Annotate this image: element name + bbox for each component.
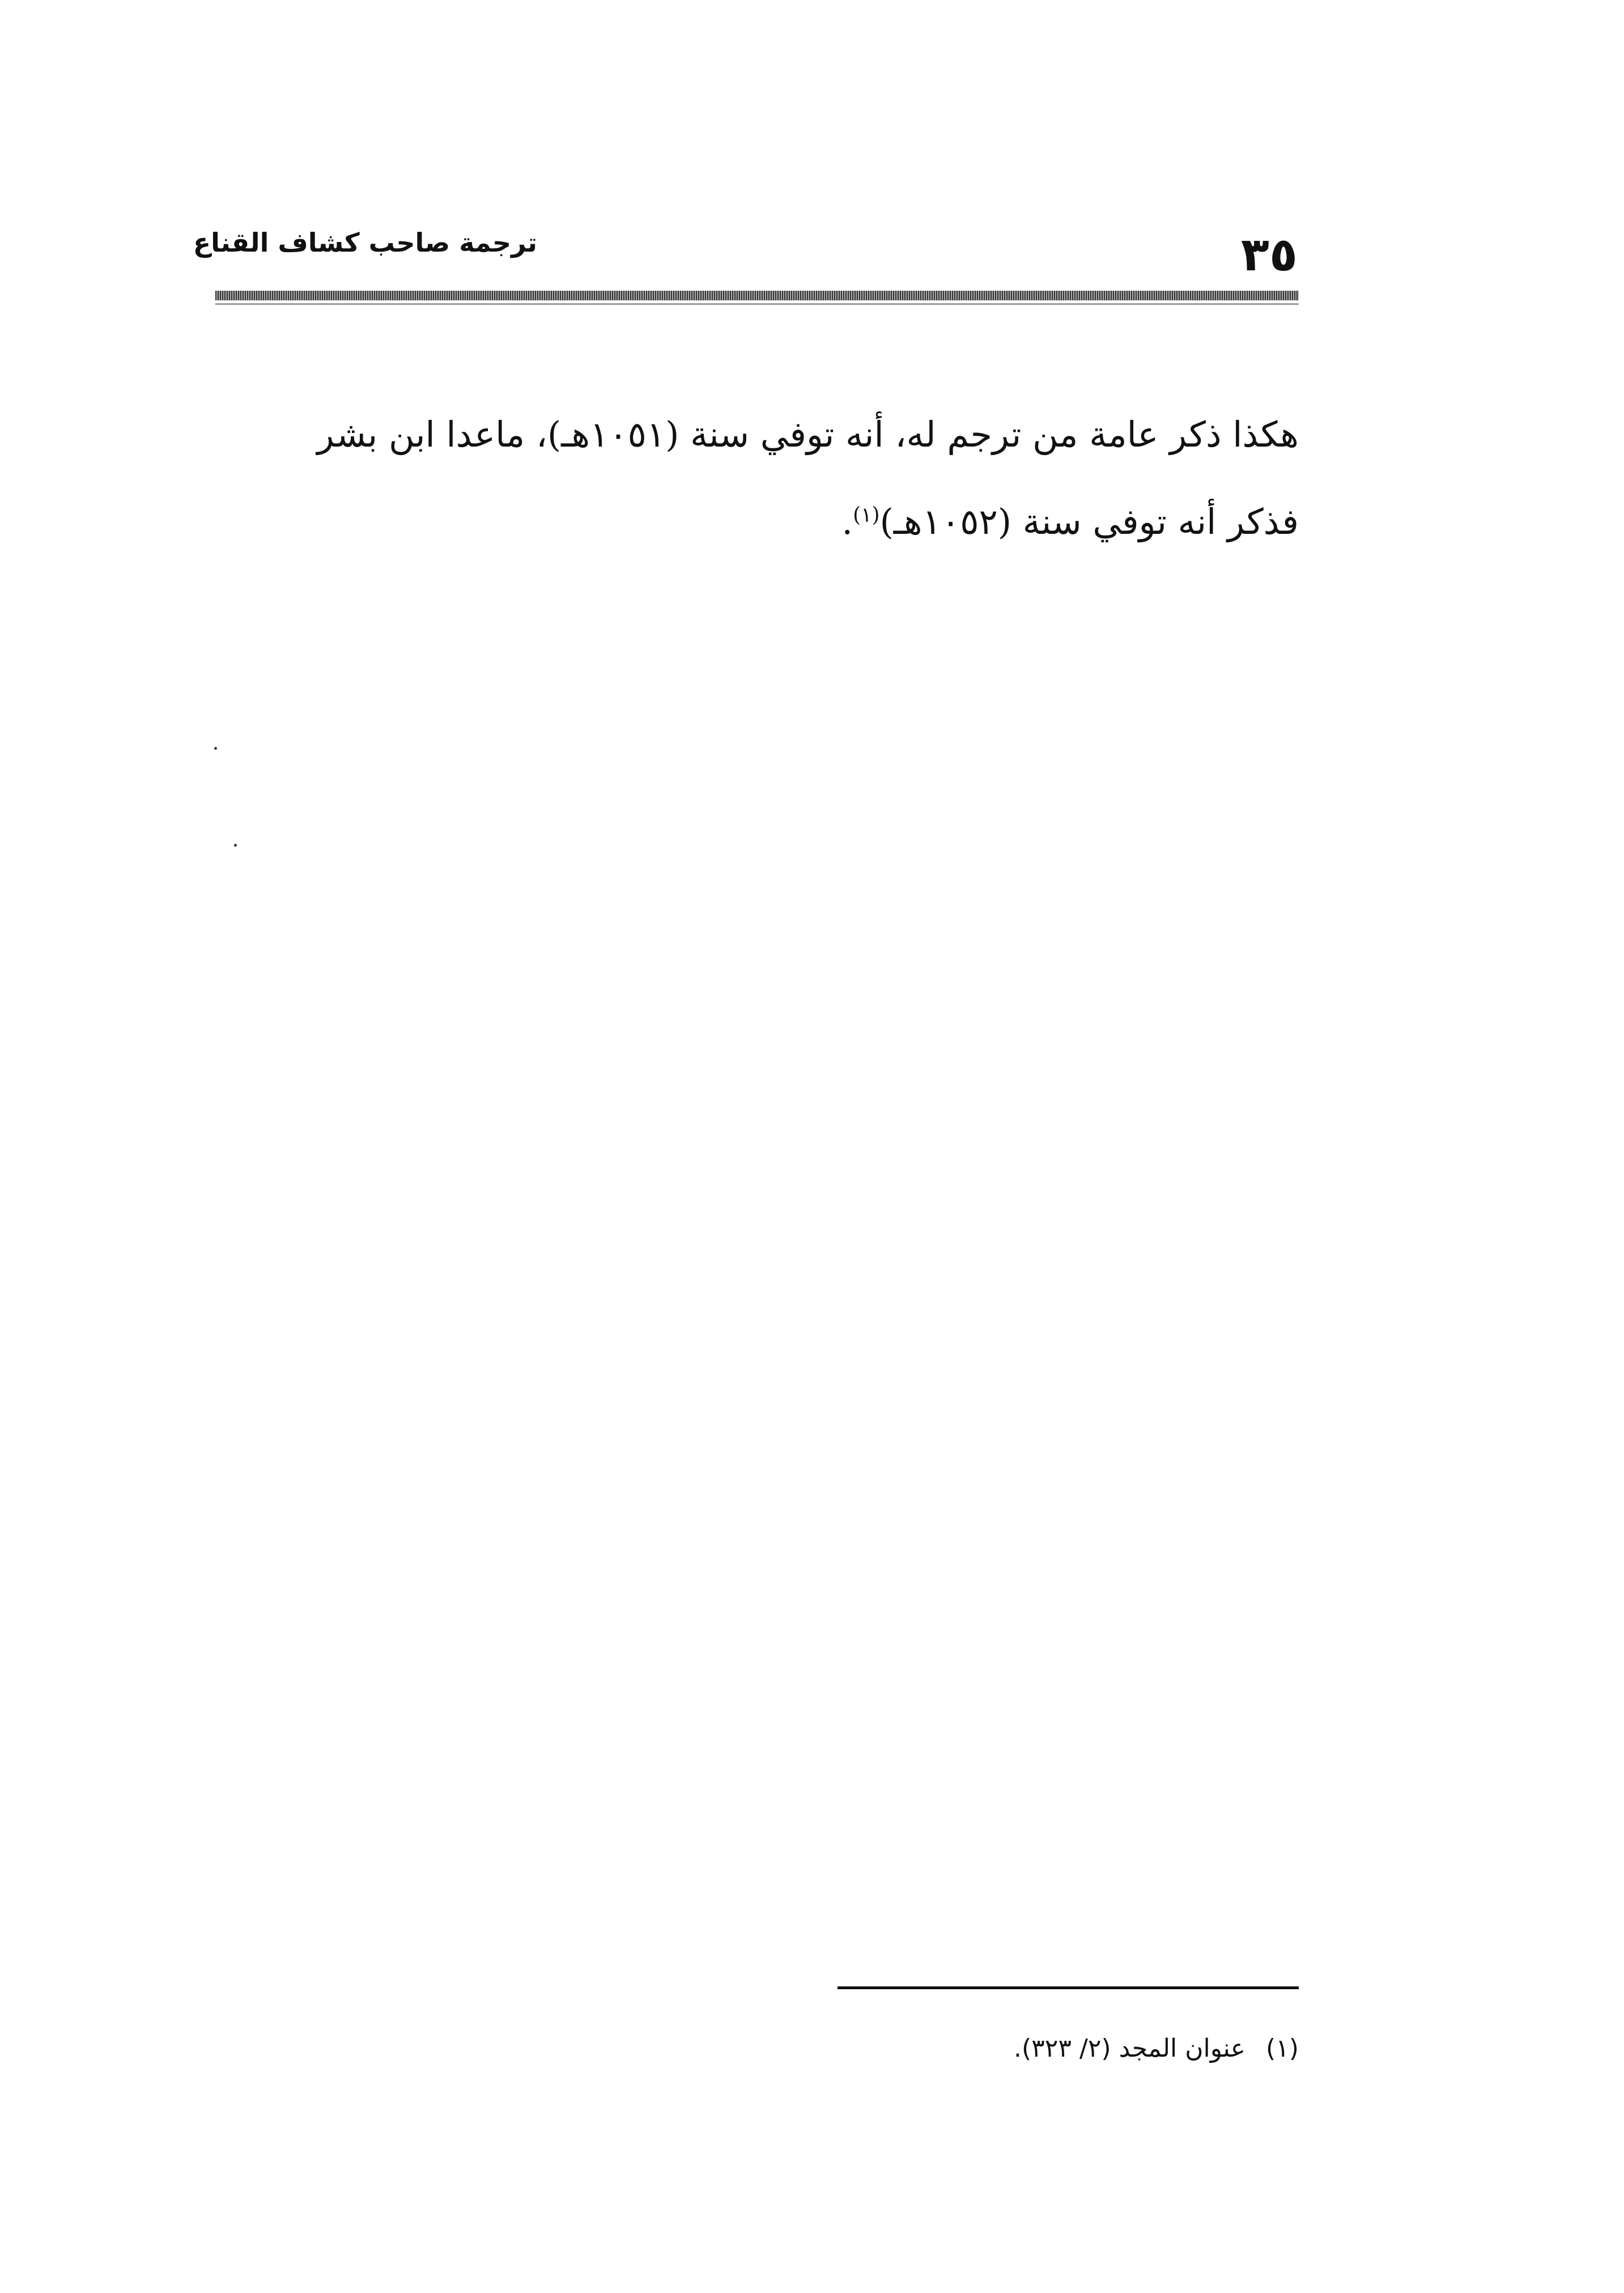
running-title: ترجمة صاحب كشاف القناع bbox=[193, 227, 537, 258]
footnote-reference[interactable]: (١) bbox=[853, 503, 880, 527]
scan-speck bbox=[214, 747, 217, 750]
body-paragraph bbox=[215, 391, 1299, 566]
body-line-2 bbox=[215, 478, 1299, 566]
header-rule-underline bbox=[215, 303, 1299, 305]
scan-speck bbox=[234, 844, 237, 847]
header-rule bbox=[215, 291, 1299, 300]
body-line-1: هكذا ذكر عامة من ترجم له، أنه توفي سنة (١٠٥١هـ)، ماعدا ابن بشر bbox=[317, 414, 1299, 455]
body-line-2-end: . bbox=[841, 501, 853, 542]
footnote-text: عنوان المجد (٢/ ٣٢٣). bbox=[1013, 2034, 1246, 2063]
footnote-marker: (١) bbox=[1266, 2034, 1299, 2063]
footnote bbox=[837, 2032, 1299, 2066]
page-number: ٣٥ bbox=[1240, 228, 1298, 282]
body-line-2-text: فذكر أنه توفي سنة (١٠٥٢هـ) bbox=[879, 501, 1299, 542]
footnote-separator bbox=[837, 1986, 1299, 1989]
